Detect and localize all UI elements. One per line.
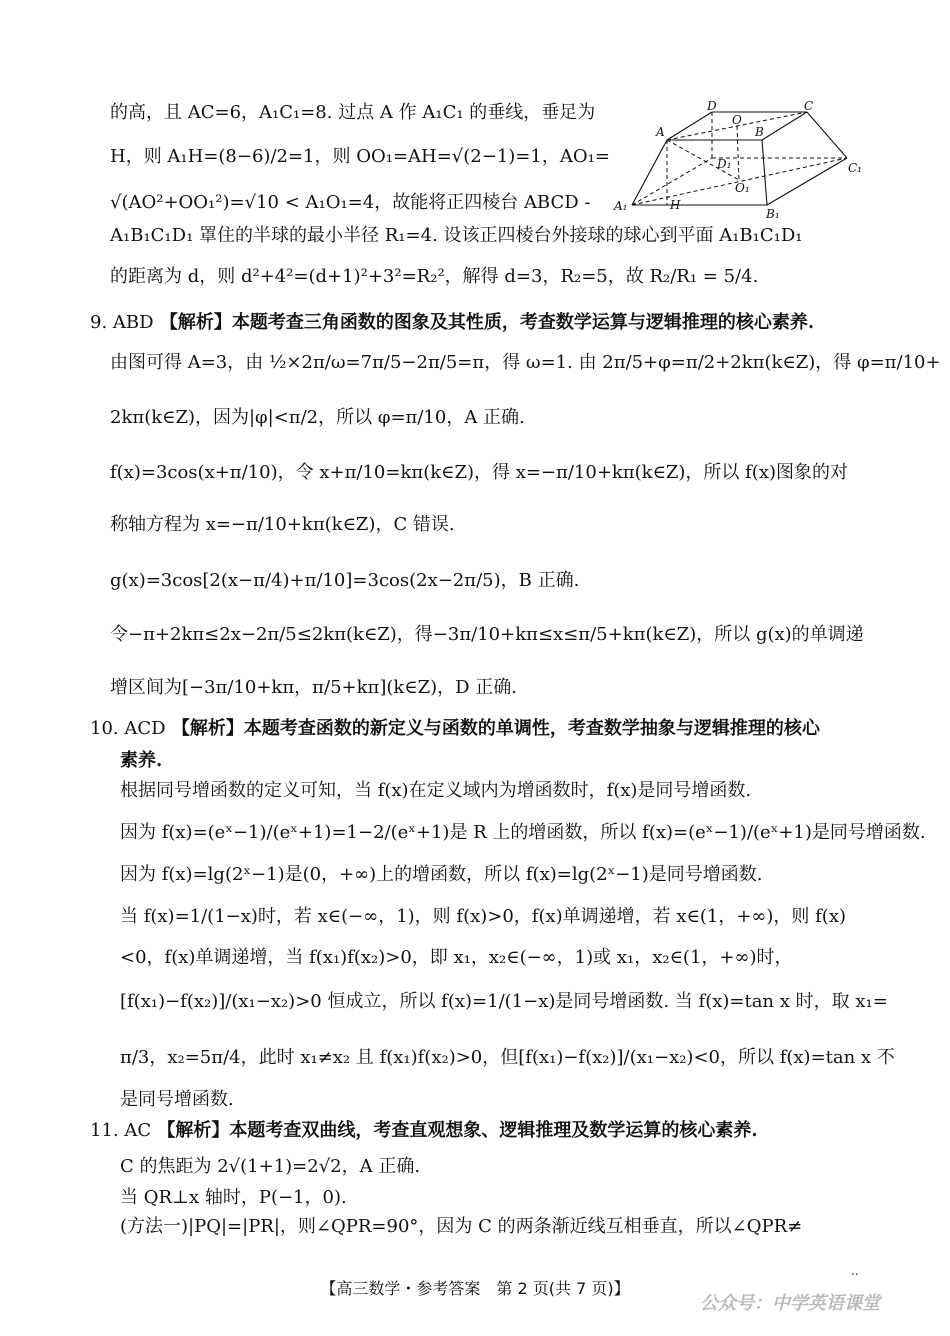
label-O: O bbox=[732, 113, 742, 127]
question-11-answer: 11. AC bbox=[90, 1120, 152, 1141]
text-line: 当 f(x)=1/(1−x)时，若 x∈(−∞，1)，则 f(x)>0，f(x)单调递增，若 x∈(1，+∞)，则 f(x) bbox=[120, 906, 847, 927]
label-D1: D₁ bbox=[717, 157, 732, 171]
watermark: 公众号：中学英语课堂 bbox=[700, 1293, 880, 1314]
question-11-analysis: 【解析】本题考查双曲线，考查直观想象、逻辑推理及数学运算的核心素养. bbox=[157, 1120, 758, 1141]
text-line: 是同号增函数. bbox=[120, 1089, 234, 1110]
text-line: 根据同号增函数的定义可知，当 f(x)在定义域内为增函数时，f(x)是同号增函数. bbox=[120, 780, 752, 801]
text-line: 的高，且 AC=6，A₁C₁=8. 过点 A 作 A₁C₁ 的垂线，垂足为 bbox=[110, 102, 596, 123]
question-9-heading bbox=[90, 312, 814, 334]
label-B: B bbox=[755, 125, 764, 139]
text-line: 由图可得 A=3，由 ½×2π/ω=7π/5−2π/5=π，得 ω=1. 由 2π/5+φ=π/2+2kπ(k∈Z)，得 φ=π/10+ bbox=[110, 352, 941, 373]
text-line: 2kπ(k∈Z)，因为|φ|<π/2，所以 φ=π/10，A 正确. bbox=[110, 407, 525, 428]
text-line: π/3，x₂=5π/4，此时 x₁≠x₂ 且 f(x₁)f(x₂)>0，但[f(x₁)−f(x₂)]/(x₁−x₂)<0，所以 f(x)=tan x 不 bbox=[120, 1047, 895, 1068]
label-O1: O₁ bbox=[735, 181, 750, 195]
text-line: 令−π+2kπ≤2x−2π/5≤2kπ(k∈Z)，得−3π/10+kπ≤x≤π/5+kπ(k∈Z)，所以 g(x)的单调递 bbox=[110, 624, 864, 645]
label-A1: A₁ bbox=[614, 199, 628, 213]
text-line: (方法一)|PQ|=|PR|，则∠QPR=90°，因为 C 的两条渐近线互相垂直，所以∠QPR≠ bbox=[120, 1216, 803, 1237]
text-line: g(x)=3cos[2(x−π/4)+π/10]=3cos(2x−2π/5)，B 正确. bbox=[110, 570, 580, 591]
text-line: 当 QR⊥x 轴时，P(−1，0). bbox=[120, 1187, 347, 1208]
question-9-analysis: 【解析】本题考查三角函数的图象及其性质，考查数学运算与逻辑推理的核心素养. bbox=[159, 312, 815, 333]
footer-dots: .. bbox=[851, 1264, 859, 1278]
question-11-heading bbox=[90, 1120, 758, 1142]
label-C1: C₁ bbox=[848, 161, 862, 175]
label-B1: B₁ bbox=[766, 207, 780, 221]
question-10-analysis: 【解析】本题考查函数的新定义与函数的单调性，考查数学抽象与逻辑推理的核心 bbox=[171, 718, 820, 739]
question-10-heading bbox=[90, 718, 820, 740]
text-line: [f(x₁)−f(x₂)]/(x₁−x₂)>0 恒成立，所以 f(x)=1/(1−x)是同号增函数. 当 f(x)=tan x 时，取 x₁= bbox=[120, 991, 888, 1012]
text-line: f(x)=3cos(x+π/10)，令 x+π/10=kπ(k∈Z)，得 x=−π/10+kπ(k∈Z)，所以 f(x)图象的对 bbox=[110, 462, 848, 483]
prism-frustum-figure bbox=[612, 100, 862, 225]
question-10-answer: 10. ACD bbox=[90, 718, 166, 739]
text-line: A₁B₁C₁D₁ 罩住的半球的最小半径 R₁=4. 设该正四棱台外接球的球心到平面 A₁B₁C₁D₁ bbox=[110, 225, 803, 246]
page-footer: 【高三数学・参考答案 第 2 页(共 7 页)】 bbox=[320, 1279, 630, 1298]
text-line: 因为 f(x)=lg(2ˣ−1)是(0，+∞)上的增函数，所以 f(x)=lg(2ˣ−1)是同号增函数. bbox=[120, 864, 763, 885]
label-D: D bbox=[707, 100, 717, 113]
text-line: 称轴方程为 x=−π/10+kπ(k∈Z)，C 错误. bbox=[110, 514, 455, 535]
text-line: √(AO²+OO₁²)=√10 < A₁O₁=4，故能将正四棱台 ABCD - bbox=[110, 192, 591, 213]
text-line: C 的焦距为 2√(1+1)=2√2，A 正确. bbox=[120, 1156, 421, 1177]
label-C: C bbox=[804, 100, 814, 113]
text-line: H，则 A₁H=(8−6)/2=1，则 OO₁=AH=√(2−1)=1，AO₁= bbox=[110, 146, 610, 167]
label-A: A bbox=[656, 125, 665, 139]
text-line: 的距离为 d，则 d²+4²=(d+1)²+3²=R₂²，解得 d=3，R₂=5，故 R₂/R₁ = 5/4. bbox=[110, 266, 759, 287]
text-line: 因为 f(x)=(eˣ−1)/(eˣ+1)=1−2/(eˣ+1)是 R 上的增函数，所以 f(x)=(eˣ−1)/(eˣ+1)是同号增函数. bbox=[120, 822, 926, 843]
label-H: H bbox=[670, 198, 681, 212]
question-9-answer: 9. ABD bbox=[90, 312, 154, 333]
text-line: 增区间为[−3π/10+kπ，π/5+kπ](k∈Z)，D 正确. bbox=[110, 677, 518, 698]
question-10-heading-cont: 素养. bbox=[120, 750, 163, 771]
text-line: <0，f(x)单调递增，当 f(x₁)f(x₂)>0，即 x₁，x₂∈(−∞，1)或 x₁，x₂∈(1，+∞)时， bbox=[120, 947, 793, 968]
